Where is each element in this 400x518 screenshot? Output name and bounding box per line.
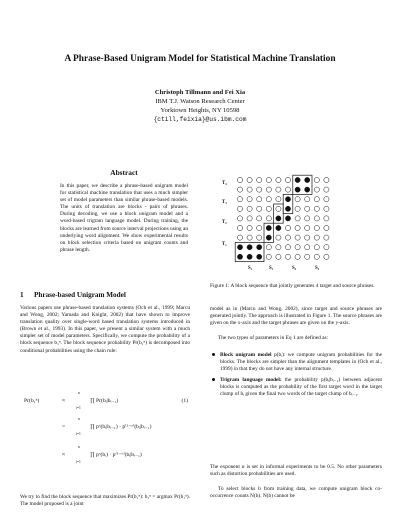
grid-dot <box>305 254 310 259</box>
grid-dot <box>266 206 271 211</box>
grid-dot <box>257 235 262 240</box>
grid-dot <box>324 245 329 250</box>
grid-dot <box>257 216 262 221</box>
grid-dot <box>276 245 281 250</box>
grid-dot <box>276 197 281 202</box>
equation-limit-bottom: i=1 <box>76 460 81 464</box>
grid-dot <box>295 225 300 230</box>
grid-dot <box>257 187 262 192</box>
grid-dot <box>247 216 252 221</box>
aligned-dot <box>237 254 242 259</box>
figure-x-label: S₃ <box>292 266 297 271</box>
grid-dot <box>305 206 310 211</box>
abstract-text: In this paper, we describe a phrase-based unigram model for statistical machine translation that uses a much simpler set of model parameters than similar phrase-based models. The units of translation are blocks - pairs of phrases. During decoding, we use a block unigram model and a word-based trigram language model. During training, the blocks are learned from source interval projections using an underlying word alignment. We show experimental results on block selection criteria based on unigram counts and phrase length. <box>60 183 188 253</box>
grid-dot <box>276 187 281 192</box>
grid-dot <box>237 206 242 211</box>
grid-dot <box>276 177 281 182</box>
author-address: Yorktown Heights, NY 10598 <box>160 107 240 114</box>
equation-limit-top: n <box>78 445 80 449</box>
grid-dot <box>247 187 252 192</box>
grid-dot <box>295 235 300 240</box>
grid-dot <box>257 197 262 202</box>
grid-dot <box>257 206 262 211</box>
equation-number: (1) <box>181 398 188 404</box>
grid-dot <box>314 177 319 182</box>
author-affiliation: IBM T.J. Watson Research Center <box>155 98 245 105</box>
grid-dot <box>276 235 281 240</box>
list-item-text: the probability p(bᵢ|bᵢ₋₁) between adjacent blocks is computed as the probability of the first target word in the target clump of bᵢ given the final two words of the target clump of bᵢ₋₁. <box>220 377 382 398</box>
aligned-dot <box>266 235 271 240</box>
grid-dot <box>314 216 319 221</box>
grid-dot <box>314 245 319 250</box>
grid-dot <box>266 254 271 259</box>
aligned-dot <box>276 225 281 230</box>
equation-line-2 <box>20 417 190 436</box>
grid-dot <box>314 225 319 230</box>
equation-rhs: ∏ pᵅ(bᵢ|bᵢ₋₁) · p⁽¹⁻ᵅ⁾(bᵢ|bᵢ₋₁) <box>90 424 152 430</box>
grid-dot <box>314 187 319 192</box>
grid-dot <box>324 177 329 182</box>
aligned-dot <box>305 177 310 182</box>
aligned-dot <box>285 216 290 221</box>
grid-dot <box>324 235 329 240</box>
aligned-dot <box>237 245 242 250</box>
grid-dot <box>285 245 290 250</box>
grid-dot <box>266 177 271 182</box>
list-item-name: Trigram language model: <box>220 377 282 384</box>
grid-dot <box>285 187 290 192</box>
section-paragraph-1: Various papers use phrase-based translation systems (Och et al., 1999; Marcu and Wong, 2002; Yamada and Knight, 2002) that have shown to improve translation quality over single-word based translation systems introduced in (Brown et al., 1993). In this paper, we present a similar system with a much simpler set of model parameters. Specifically, we compute the probability of a block sequence b₁ⁿ. The block sequence probability Pr(b₁ⁿ) is decomposed into conditional probabilities using the chain rule: <box>20 305 190 354</box>
grid-dot <box>295 254 300 259</box>
aligned-dot <box>257 254 262 259</box>
list-item-text: p(bᵢ): we compute unigram probabilities for the blocks. The blocks are simpler than the alignment templates in (Och et al., 1999) in that they do not have any internal structure. <box>220 352 382 373</box>
block-sequence-figure <box>222 170 342 278</box>
grid-dot <box>324 197 329 202</box>
right-paragraph-1: model as in (Marcu and Wong, 2002), since target and source phrases are generated jointly. The approach is illustrated in Figure 1. The source phrases are given on the x-axis and the target phrases are given on the y-axis. <box>210 306 382 327</box>
grid-dot <box>324 206 329 211</box>
section-title: Phrase-based Unigram Model <box>34 291 126 299</box>
equation-lhs: Pr(b₁ⁿ) <box>24 398 40 404</box>
figure-y-label: T₁ <box>222 242 227 247</box>
figure-caption: Figure 1: A block sequence that jointly generates 4 target and source phrases. <box>210 283 375 289</box>
right-paragraph-4: To select blocks b from training data, we compute unigram block co-occurrence counts N(b). N(b) cannot be <box>210 486 382 500</box>
grid-dot <box>285 235 290 240</box>
grid-dot <box>305 197 310 202</box>
grid-dot <box>305 245 310 250</box>
list-item <box>210 377 382 398</box>
equation-limit-top: n <box>78 391 80 395</box>
grid-dot <box>314 254 319 259</box>
grid-dot <box>295 245 300 250</box>
aligned-dot <box>305 187 310 192</box>
grid-dot <box>247 177 252 182</box>
bullet-icon <box>212 353 215 356</box>
grid-dot <box>295 206 300 211</box>
abstract-heading: Abstract <box>110 168 138 177</box>
grid-dot <box>324 225 329 230</box>
grid-dot <box>266 197 271 202</box>
grid-dot <box>314 206 319 211</box>
grid-dot <box>305 225 310 230</box>
grid-dot <box>324 254 329 259</box>
aligned-dot <box>276 216 281 221</box>
grid-dot <box>305 235 310 240</box>
equation-relation: = <box>62 424 66 430</box>
figure-y-label: T₂ <box>222 220 227 225</box>
grid-dot <box>237 235 242 240</box>
equation-relation: ≈ <box>62 452 66 458</box>
grid-dot <box>285 225 290 230</box>
figure-y-label: T₄ <box>222 181 227 186</box>
section-paragraph-2: We try to find the block sequence that maximizes Pr(b₁ⁿ): b₁ⁿ = argmax Pr(b₁ⁿ). The model proposed is a joint <box>20 494 190 508</box>
grid-dot <box>257 225 262 230</box>
aligned-dot <box>285 206 290 211</box>
grid-dot <box>295 197 300 202</box>
equation-relation: ≈ <box>62 398 66 404</box>
grid-dot <box>237 197 242 202</box>
equation-rhs: ∏ pᵅ(bᵢ) · p⁽¹⁻ᵅ⁾(bᵢ|bᵢ₋₁) <box>90 452 142 458</box>
aligned-dot <box>247 245 252 250</box>
list-item <box>210 352 382 373</box>
bullet-icon <box>212 378 215 381</box>
figure-x-label: S₄ <box>315 266 320 271</box>
alignment-grid <box>232 174 342 266</box>
figure-x-label: S₂ <box>269 266 274 271</box>
parameter-list <box>210 352 382 403</box>
grid-dot <box>295 216 300 221</box>
right-paragraph-3: The exponent α is set in informal experiments to be 0.5. No other parameters such as distortion probabilities are used. <box>210 464 382 478</box>
grid-dot <box>285 254 290 259</box>
equation-limit-top: n <box>78 417 80 421</box>
aligned-dot <box>266 225 271 230</box>
equation-limit-bottom: i=1 <box>76 432 81 436</box>
list-item-name: Block unigram model <box>220 352 272 358</box>
paper-title: A Phrase-Based Unigram Model for Statistical Machine Translation <box>64 54 336 64</box>
grid-dot <box>237 187 242 192</box>
grid-dot <box>266 187 271 192</box>
grid-dot <box>276 206 281 211</box>
grid-dot <box>276 254 281 259</box>
grid-dot <box>266 245 271 250</box>
grid-dot <box>324 187 329 192</box>
equation-limit-bottom: i=1 <box>76 406 81 410</box>
equation-line-1 <box>20 391 190 410</box>
section-number: 1 <box>20 291 24 299</box>
figure-y-label: T₃ <box>222 200 227 205</box>
grid-dot <box>285 177 290 182</box>
grid-dot <box>314 197 319 202</box>
author-names: Christoph Tillmann and Fei Xia <box>154 89 246 96</box>
section-heading <box>20 291 190 299</box>
equation-rhs: ∏ Pr(bᵢ|bᵢ₋₁) <box>90 398 119 404</box>
grid-dot <box>247 206 252 211</box>
grid-dot <box>257 177 262 182</box>
aligned-dot <box>295 177 300 182</box>
aligned-dot <box>247 254 252 259</box>
author-email: {ctill,feixia}@us.ibm.com <box>153 116 247 123</box>
grid-dot <box>237 225 242 230</box>
aligned-dot <box>285 197 290 202</box>
right-paragraph-2: The two types of parameters in Eq 1 are defined as: <box>218 335 329 341</box>
grid-dot <box>247 235 252 240</box>
figure-x-label: S₁ <box>248 266 253 271</box>
aligned-dot <box>257 245 262 250</box>
equation-line-3 <box>20 445 190 464</box>
grid-dot <box>324 216 329 221</box>
grid-dot <box>247 197 252 202</box>
grid-dot <box>247 225 252 230</box>
grid-dot <box>237 216 242 221</box>
grid-dot <box>266 216 271 221</box>
author-block <box>0 88 400 124</box>
grid-dot <box>305 216 310 221</box>
grid-dot <box>237 177 242 182</box>
grid-dot <box>314 235 319 240</box>
aligned-dot <box>295 187 300 192</box>
